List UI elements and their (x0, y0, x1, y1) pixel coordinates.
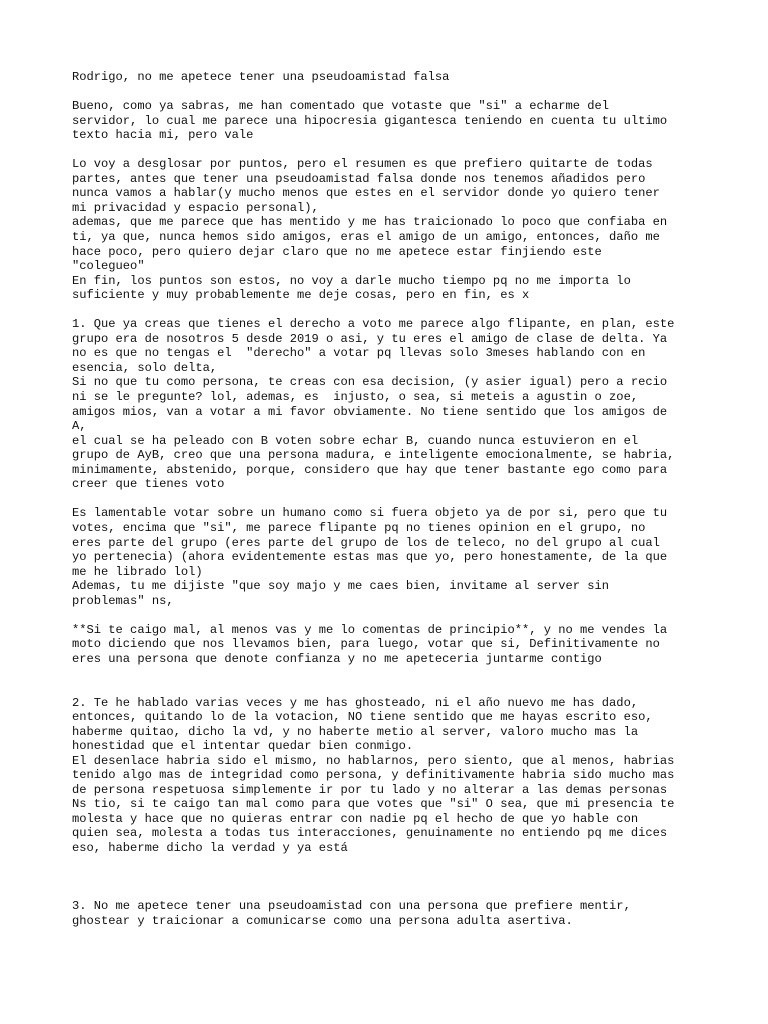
text-line: suficiente y muy probablemente me deje cosas, pero en fin, es x (72, 288, 530, 303)
spacer (72, 870, 728, 885)
spacer (72, 885, 728, 900)
text-line: 3. No me apetece tener una pseudoamistad con una persona que prefiere mentir, (72, 899, 631, 914)
paragraph-2 (72, 157, 728, 302)
text-line: mi privacidad y espacio personal), (72, 200, 319, 215)
text-line: Ns tio, si te caigo tan mal como para que votes que "si" O sea, que mi presencia te (72, 797, 675, 812)
text-line: 2. Te he hablado varias veces y me has ghosteado, ni el año nuevo me has dado, (72, 695, 639, 710)
spacer (72, 856, 728, 871)
text-line: partes, antes que tener una pseudoamistad falsa donde nos tenemos añadidos pero (72, 171, 646, 186)
text-line: Si no que tu como persona, te creas con esa decision, (y asier igual) pero a recio (72, 375, 668, 390)
text-line: **Si te caigo mal, al menos vas y me lo comentas de principio**, y no me vendes la (72, 622, 668, 637)
text-line: En fin, los puntos son estos, no voy a darle mucho tiempo pq no me importa lo (72, 273, 631, 288)
text-line: A, (72, 419, 87, 434)
text-line: Lo voy a desglosar por puntos, pero el resumen es que prefiero quitarte de todas (72, 157, 653, 172)
text-line: servidor, lo cual me parece una hipocresia gigantesca teniendo en cuenta tu ultimo (72, 113, 668, 128)
text-line: Bueno, como ya sabras, me han comentado que votaste que "si" a echarme del (72, 99, 610, 114)
text-line: eres una persona que denote confianza y no me apeteceria juntarme contigo (72, 651, 602, 666)
paragraph-point-3 (72, 899, 728, 928)
text-line: creer que tienes voto (72, 477, 225, 492)
text-line: Ademas, tu me dijiste "que soy majo y me caes bien, invitame al server sin (72, 579, 610, 594)
text-line: grupo de AyB, creo que una persona madura, e inteligente emocionalmente, se habria, (72, 448, 675, 463)
text-line: molesta y hace que no quieras entrar con nadie pq el hecho de que yo hable con (72, 811, 639, 826)
text-line: moto diciendo que nos llevamos bien, para luego, votar que si, Definitivamente no (72, 637, 660, 652)
text-line: problemas" ns, (72, 593, 174, 608)
document-title: Rodrigo, no me apetece tener una pseudoamistad falsa (72, 70, 450, 84)
spacer (72, 85, 728, 100)
text-line: ni se le pregunte? lol, ademas, es injusto, o sea, si meteis a agustin o zoe, (72, 390, 639, 405)
text-line: esencia, solo delta, (72, 360, 218, 375)
paragraph-5 (72, 623, 728, 667)
text-line: nunca vamos a hablar(y mucho menos que estes en el servidor donde yo quiero tener (72, 186, 660, 201)
spacer (72, 608, 728, 623)
text-line: eso, haberme dicho la verdad y ya está (72, 840, 348, 855)
paragraph-4 (72, 506, 728, 608)
spacer (72, 492, 728, 507)
spacer (72, 303, 728, 318)
text-line: "colegueo" (72, 259, 145, 274)
text-line: El desenlace habria sido el mismo, no hablarnos, pero siento, que al menos, habrias (72, 753, 675, 768)
text-line: votes, encima que "si", me parece flipante pq no tienes opinion en el grupo, no (72, 520, 646, 535)
text-line: ademas, que me parece que has mentido y me has traicionado lo poco que confiaba en (72, 215, 668, 230)
text-line: Es lamentable votar sobre un humano como si fuera objeto ya de por si, pero que tu (72, 506, 668, 521)
text-line: haberme quitao, dicho la vd, y no haberte metio al server, valoro mucho mas la (72, 724, 639, 739)
text-line: 1. Que ya creas que tienes el derecho a voto me parece algo flipante, en plan, este (72, 317, 675, 332)
text-line: honestidad que el intentar quedar bien conmigo. (72, 739, 414, 754)
text-line: minimamente, abstenido, porque, considero que hay que tener bastante ego como para (72, 462, 668, 477)
text-line: texto hacia mi, pero vale (72, 128, 254, 143)
text-line: hace poco, pero quiero dejar claro que no me apetece estar finjiendo este (72, 244, 602, 259)
text-line: ghostear y traicionar a comunicarse como una persona adulta asertiva. (72, 913, 573, 928)
text-line: no es que no tengas el "derecho" a votar pq llevas solo 3meses hablando con en (72, 346, 646, 361)
text-line: amigos mios, van a votar a mi favor obviamente. No tiene sentido que los amigos de (72, 404, 668, 419)
spacer (72, 666, 728, 681)
paragraph-1 (72, 99, 728, 143)
text-line: yo pertenecia) (ahora evidentemente estas mas que yo, pero honestamente, de la que (72, 550, 668, 565)
text-line: eres parte del grupo (eres parte del grupo de los de teleco, no del grupo al cual (72, 535, 660, 550)
paragraph-point-1 (72, 317, 728, 492)
text-line: quien sea, molesta a todas tus interacciones, genuinamente no entiendo pq me dices (72, 826, 668, 841)
spacer (72, 681, 728, 696)
text-line: entonces, quitando lo de la votacion, NO tiene sentido que me hayas escrito eso, (72, 710, 653, 725)
text-line: de persona respetuosa simplemente ir por tu lado y no alterar a las demas personas (72, 782, 668, 797)
text-line: el cual se ha peleado con B voten sobre echar B, cuando nunca estuvieron en el (72, 433, 639, 448)
spacer (72, 143, 728, 158)
text-line: me he librado lol) (72, 564, 203, 579)
paragraph-point-2 (72, 696, 728, 856)
text-line: tenido algo mas de integridad como persona, y definitivamente habria sido mucho mas (72, 768, 675, 783)
text-line: ti, ya que, nunca hemos sido amigos, eras el amigo de un amigo, entonces, daño me (72, 230, 660, 245)
text-line: grupo era de nosotros 5 desde 2019 o asi, y tu eres el amigo de clase de delta. Ya (72, 331, 668, 346)
